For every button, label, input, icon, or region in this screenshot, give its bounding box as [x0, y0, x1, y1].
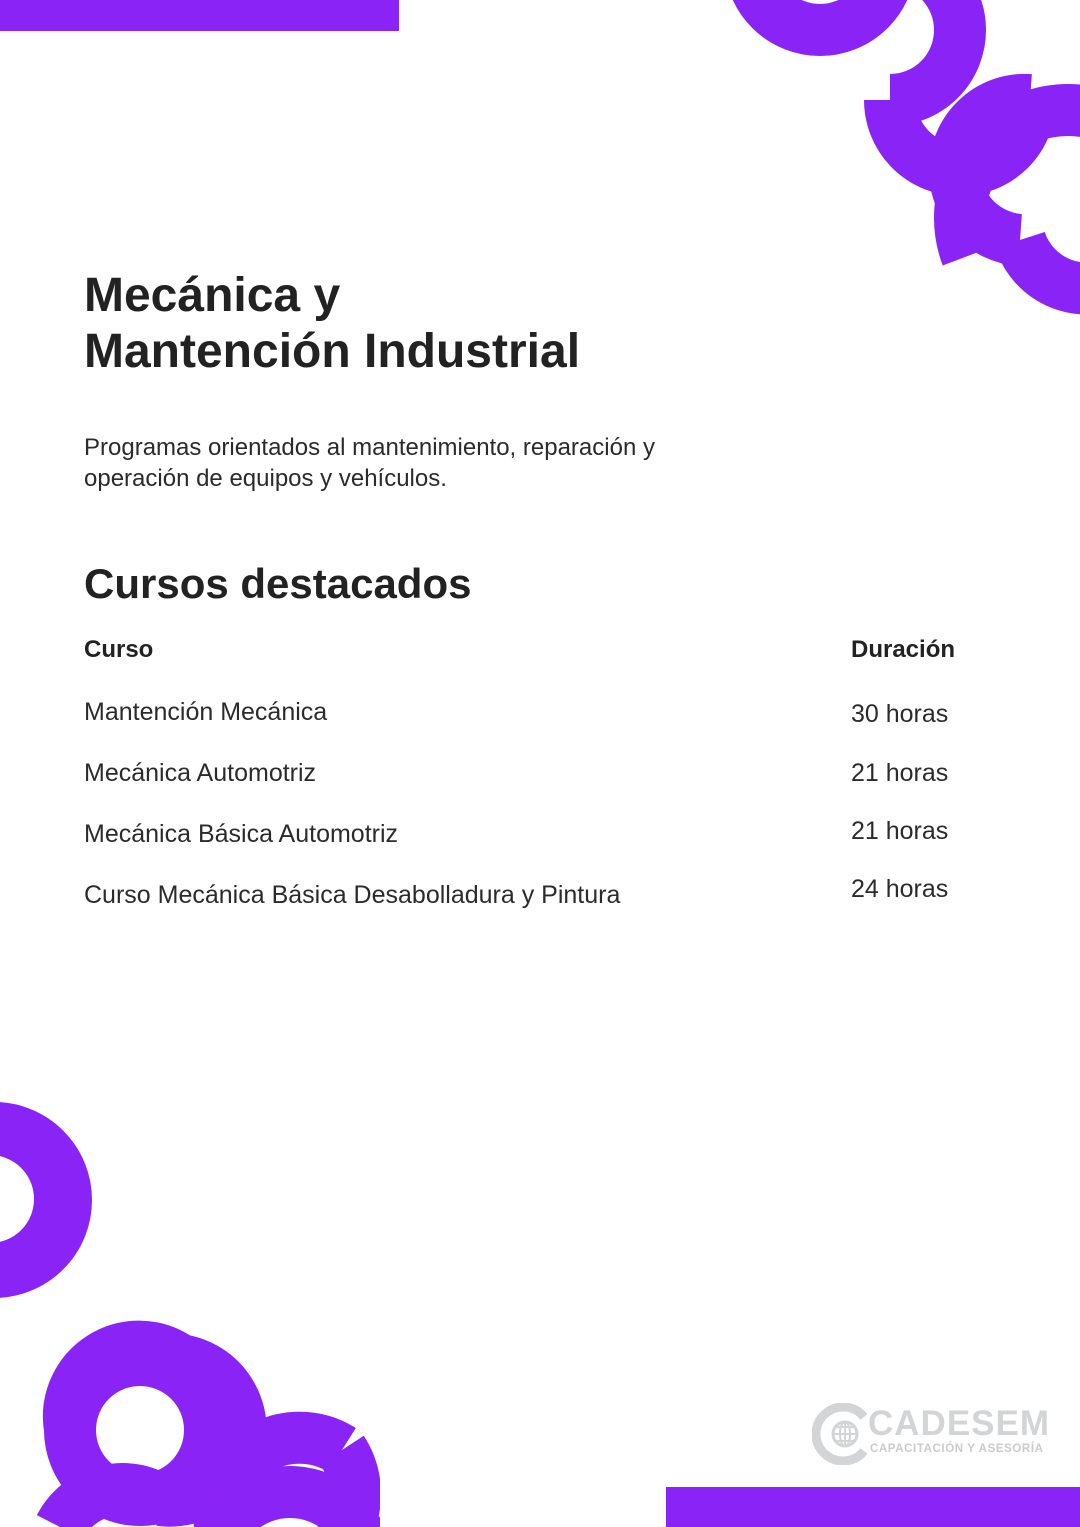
page-title: [84, 268, 580, 380]
column-header-course: Curso: [84, 636, 154, 663]
decorative-swirl-bottom-left: [0, 1100, 380, 1527]
course-name: Mantención Mecánica: [84, 698, 328, 726]
course-name: Curso Mecánica Básica Desabolladura y Pintura: [84, 881, 621, 909]
accent-bar-top: [0, 0, 399, 31]
course-name: Mecánica Automotriz: [84, 759, 317, 787]
course-duration: 21 horas: [851, 817, 949, 845]
logo-tagline: CAPACITACIÓN Y ASESORÍA: [870, 1443, 1044, 1455]
accent-bar-bottom: [666, 1487, 1080, 1527]
intro-text-line-1: Programas orientados al mantenimiento, reparación y: [84, 434, 655, 461]
course-duration: 30 horas: [851, 700, 949, 728]
section-title-featured-courses: Cursos destacados: [84, 560, 472, 607]
course-name: Mecánica Básica Automotriz: [84, 820, 399, 848]
table-row: [0, 759, 1080, 799]
course-duration: 21 horas: [851, 759, 949, 787]
page-title-line-1: Mecánica y: [84, 269, 341, 322]
table-row: [0, 698, 1080, 738]
intro-text: [84, 432, 804, 494]
decorative-swirl-top-right: [720, 0, 1080, 330]
table-row: [0, 817, 1080, 860]
cadesem-logo: [812, 1403, 1052, 1467]
page-title-line-2: Mantención Industrial: [84, 325, 581, 378]
table-row: [0, 875, 1080, 921]
column-header-duration: Duración: [851, 636, 956, 663]
course-duration: 24 horas: [851, 875, 949, 903]
logo-brand-text: CADESEM: [868, 1404, 1051, 1443]
intro-text-line-2: operación de equipos y vehículos.: [84, 465, 447, 492]
globe-logo-icon: [812, 1403, 874, 1465]
